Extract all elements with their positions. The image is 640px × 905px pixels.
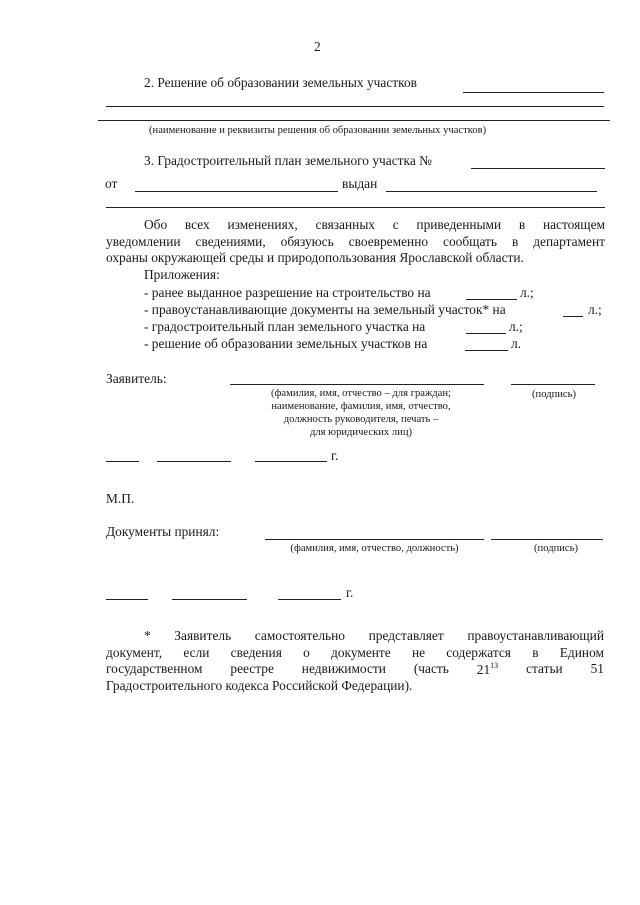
attachment-1-suffix: л.; bbox=[520, 285, 534, 300]
footnote-superscript: 13 bbox=[490, 661, 499, 670]
section-3-extra-line[interactable] bbox=[106, 207, 605, 208]
applicant-name-caption-1: (фамилия, имя, отчество – для граждан; bbox=[271, 388, 451, 399]
applicant-signature-field[interactable] bbox=[511, 384, 595, 385]
applicant-name-caption-3: должность руководителя, печать – bbox=[283, 414, 439, 425]
obligation-line-2: уведомлении сведениями, обязуюсь своевременно сообщать в департамент bbox=[106, 234, 605, 249]
accepted-signature-field[interactable] bbox=[491, 539, 603, 540]
stamp-label: М.П. bbox=[106, 491, 135, 506]
applicant-year-field[interactable] bbox=[255, 461, 327, 462]
obligation-line-1: Обо всех изменениях, связанных с приведенными в настоящем bbox=[144, 217, 605, 232]
accepted-name-caption: (фамилия, имя, отчество, должность) bbox=[290, 543, 459, 554]
attachment-item-1: - ранее выданное разрешение на строительство на bbox=[144, 285, 431, 300]
attachment-3-pages-field[interactable] bbox=[466, 333, 506, 334]
footnote-line-1: * Заявитель самостоятельно представляет правоустанавливающий bbox=[144, 628, 604, 643]
accepted-signature-caption: (подпись) bbox=[534, 543, 578, 554]
accepted-year-field[interactable] bbox=[278, 599, 341, 600]
attachment-item-2: - правоустанавливающие документы на земельный участок* на bbox=[144, 302, 506, 317]
footnote-word-1: государственном bbox=[106, 661, 203, 676]
accepted-year-suffix: г. bbox=[346, 585, 354, 600]
issued-by-field[interactable] bbox=[386, 191, 597, 192]
attachment-4-pages-field[interactable] bbox=[465, 350, 508, 351]
applicant-day-field[interactable] bbox=[106, 461, 139, 462]
attachment-item-4: - решение об образовании земельных участков на bbox=[144, 336, 428, 351]
attachment-2-suffix: л.; bbox=[588, 302, 602, 317]
issued-label: выдан bbox=[342, 176, 378, 191]
obligation-line-3: охраны окружающей среды и природопользования Ярославской области. bbox=[106, 250, 524, 265]
footnote-article-number: $21^{13}$ bbox=[476, 661, 499, 677]
applicant-name-caption-2: наименование, фамилия, имя, отчество, bbox=[271, 401, 451, 412]
footnote-word-6: статьи bbox=[526, 661, 563, 676]
date-from-label: от bbox=[105, 176, 118, 191]
section-2-label: 2. Решение об образовании земельных участков bbox=[144, 75, 417, 90]
applicant-signature-caption: (подпись) bbox=[532, 389, 576, 400]
accepted-name-field[interactable] bbox=[265, 539, 484, 540]
attachment-4-suffix: л. bbox=[511, 336, 522, 351]
section-3-label: 3. Градостроительный план земельного участка № bbox=[144, 153, 432, 168]
applicant-month-field[interactable] bbox=[157, 461, 231, 462]
footnote-word-3: недвижимости bbox=[301, 661, 386, 676]
accepted-day-field[interactable] bbox=[106, 599, 148, 600]
footnote-word-7: 51 bbox=[590, 661, 604, 676]
footnote-line-4: Градостроительного кодекса Российской Федерации). bbox=[106, 678, 413, 693]
applicant-label: Заявитель: bbox=[106, 371, 167, 386]
page-number: 2 bbox=[314, 39, 321, 54]
footnote-line-3 bbox=[106, 661, 604, 678]
gpzu-number-field[interactable] bbox=[471, 168, 605, 169]
applicant-year-suffix: г. bbox=[331, 448, 339, 463]
footnote-word-4: (часть bbox=[413, 661, 449, 676]
applicant-name-field[interactable] bbox=[230, 384, 484, 385]
section-2-field-line-2[interactable] bbox=[106, 106, 604, 107]
attachment-item-3: - градостроительный план земельного участка на bbox=[144, 319, 426, 334]
section-2-field-line-3[interactable] bbox=[98, 120, 610, 121]
attachment-3-suffix: л.; bbox=[509, 319, 523, 334]
accepted-month-field[interactable] bbox=[172, 599, 247, 600]
attachments-title: Приложения: bbox=[144, 267, 220, 282]
date-from-field[interactable] bbox=[135, 191, 338, 192]
accepted-label: Документы принял: bbox=[106, 524, 220, 539]
section-2-caption: (наименование и реквизиты решения об образовании земельных участков) bbox=[149, 125, 487, 136]
section-2-field-line-1[interactable] bbox=[463, 92, 604, 93]
footnote-word-2: реестре bbox=[230, 661, 274, 676]
attachment-2-pages-field[interactable] bbox=[563, 316, 583, 317]
applicant-name-caption-4: для юридических лиц) bbox=[309, 427, 413, 438]
footnote-line-2: документ, если сведения о документе не содержатся в Едином bbox=[106, 645, 604, 660]
attachment-1-pages-field[interactable] bbox=[466, 299, 517, 300]
